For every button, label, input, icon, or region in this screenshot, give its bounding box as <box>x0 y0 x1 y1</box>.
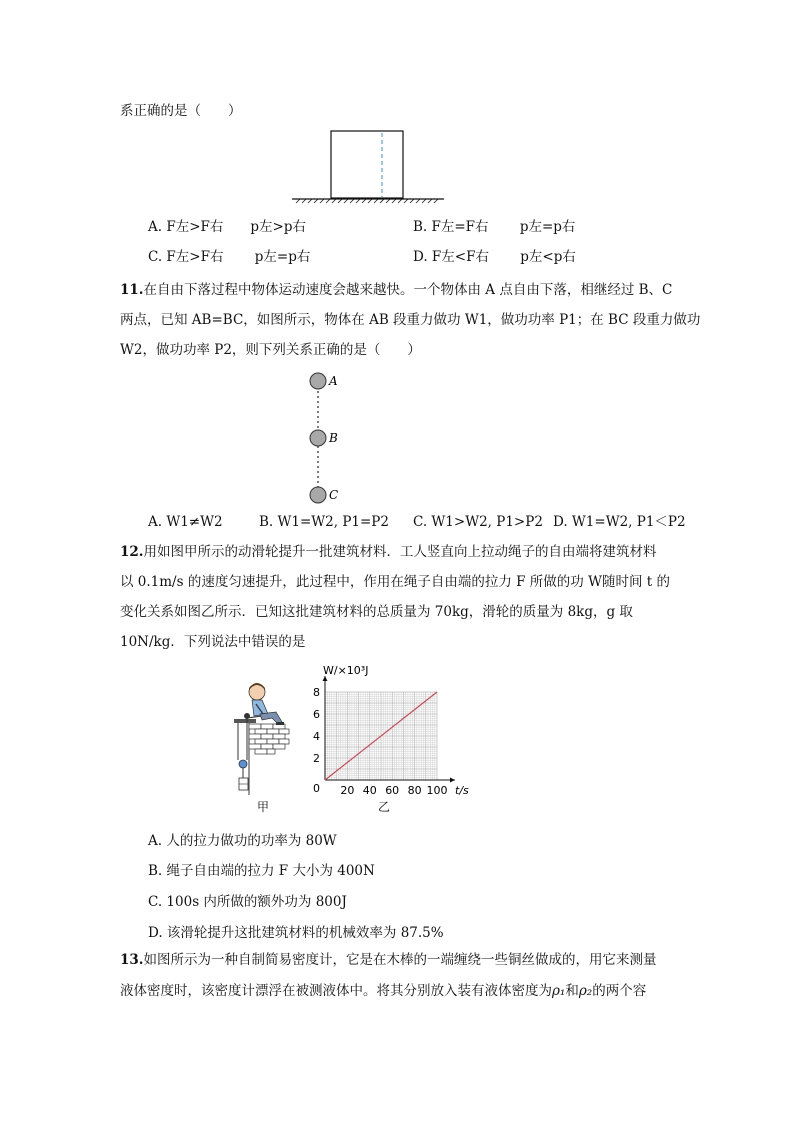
q13-line1 <box>120 954 657 968</box>
support-beam <box>234 719 256 723</box>
q12-text-1: 用如图甲所示的动滑轮提升一批建筑材料．工人竖直向上拉动绳子的自由端将建筑材料 <box>143 544 657 560</box>
x-tick-label: 100 <box>426 784 448 797</box>
q12-option-a: A. 人的拉力做功的功率为 80W <box>148 833 337 849</box>
q11-text-1: 在自由下落过程中物体运动速度会越来越快。一个物体由 A 点自由下落，相继经过 B、C <box>143 282 673 298</box>
y-axis-label: W/×10³J <box>323 664 369 677</box>
q13-text-1: 如图所示为一种自制简易密度计，它是在木棒的一端缠绕一些铜丝做成的，用它来测量 <box>143 952 657 968</box>
worker-body <box>252 700 268 716</box>
figure-label-jia: 甲 <box>257 800 270 814</box>
q11-line1 <box>120 284 672 298</box>
ball-c <box>310 487 326 503</box>
label-a: A <box>329 374 338 388</box>
y-tick-label: 2 <box>313 752 320 765</box>
figure-label-yi: 乙 <box>378 800 391 814</box>
label-c: C <box>329 488 339 502</box>
worker-head <box>249 684 265 700</box>
q12-option-b: B. 绳子自由端的拉力 F 大小为 400N <box>148 863 375 879</box>
worker-legs <box>260 712 282 724</box>
worker-arm <box>256 704 263 714</box>
q11-line3: W2，做功功率 P2，则下列关系正确的是（ ） <box>120 342 421 358</box>
x-axis-arrow <box>450 778 455 783</box>
q13-text-and: 和 <box>565 983 579 999</box>
fixed-point <box>244 713 250 719</box>
q11-option-a: A. W1≠W2 <box>148 514 223 530</box>
ground-hatching <box>296 199 438 203</box>
q13-number: 13. <box>120 952 144 968</box>
q10-stem-tail: 系正确的是（ ） <box>120 103 242 119</box>
load-box <box>239 778 248 790</box>
x-tick-label: 40 <box>362 784 377 797</box>
q11-number: 11. <box>120 282 144 298</box>
worker-figure <box>249 683 284 725</box>
y-tick-label: 6 <box>313 708 320 721</box>
q10-option-c: C. F左>F右 p左=p右 <box>148 249 311 265</box>
q11-option-b: B. W1=W2, P1=P2 <box>259 514 389 530</box>
origin-label: 0 <box>313 782 320 795</box>
ball-b <box>310 430 326 446</box>
x-axis-label: t/s <box>455 784 469 797</box>
q12-line1 <box>120 546 657 560</box>
q12-line3: 变化关系如图乙所示．已知这批建筑材料的总质量为 70kg，滑轮的质量为 8kg，g 取 <box>120 604 633 620</box>
ball-a <box>310 373 326 389</box>
x-tick-label: 20 <box>340 784 355 797</box>
x-tick-label: 60 <box>385 784 400 797</box>
q10-option-a: A. F左>F右 p左>p右 <box>148 219 306 235</box>
q12-option-c: C. 100s 内所做的额外功为 800J <box>148 894 347 910</box>
rho-1: ρ₁ <box>552 983 566 999</box>
block <box>331 131 403 198</box>
q10-option-b: B. F左=F右 p左=p右 <box>413 219 576 235</box>
q12-number: 12. <box>120 544 144 560</box>
q11-line2: 两点，已知 AB=BC，如图所示，物体在 AB 段重力做功 W1，做功功率 P1；在 BC 段重力做功 <box>120 312 701 328</box>
rope-to-hand <box>247 716 262 718</box>
y-tick-label: 4 <box>313 730 320 743</box>
q13-text-2a: 液体密度时，该密度计漂浮在被测液体中。将其分别放入装有液体密度为 <box>120 983 552 999</box>
y-tick-label: 8 <box>313 686 320 699</box>
q13-line2 <box>120 985 646 999</box>
q12-line2: 以 0.1m/s 的速度匀速提升，此过程中，作用在绳子自由端的拉力 F 所做的功 W随时间 t 的 <box>120 574 670 590</box>
q12-line4: 10N/kg．下列说法中错误的是 <box>120 634 306 650</box>
x-tick-label: 80 <box>407 784 422 797</box>
label-b: B <box>329 431 338 445</box>
q10-option-d: D. F左<F右 p左<p右 <box>413 249 576 265</box>
q12-option-d: D. 该滑轮提升这批建筑材料的机械效率为 87.5% <box>148 925 444 941</box>
work-time-chart <box>300 664 469 815</box>
worker-hair <box>249 683 265 690</box>
brick-wall <box>249 724 289 754</box>
q13-text-2b: 的两个容 <box>592 983 647 999</box>
movable-pulley <box>239 760 247 768</box>
worker-shoe <box>276 722 284 725</box>
rho-2: ρ₂ <box>578 983 593 999</box>
q11-option-d: D. W1=W2, P1＜P2 <box>553 514 686 530</box>
q11-option-c: C. W1>W2, P1>P2 <box>413 514 543 530</box>
